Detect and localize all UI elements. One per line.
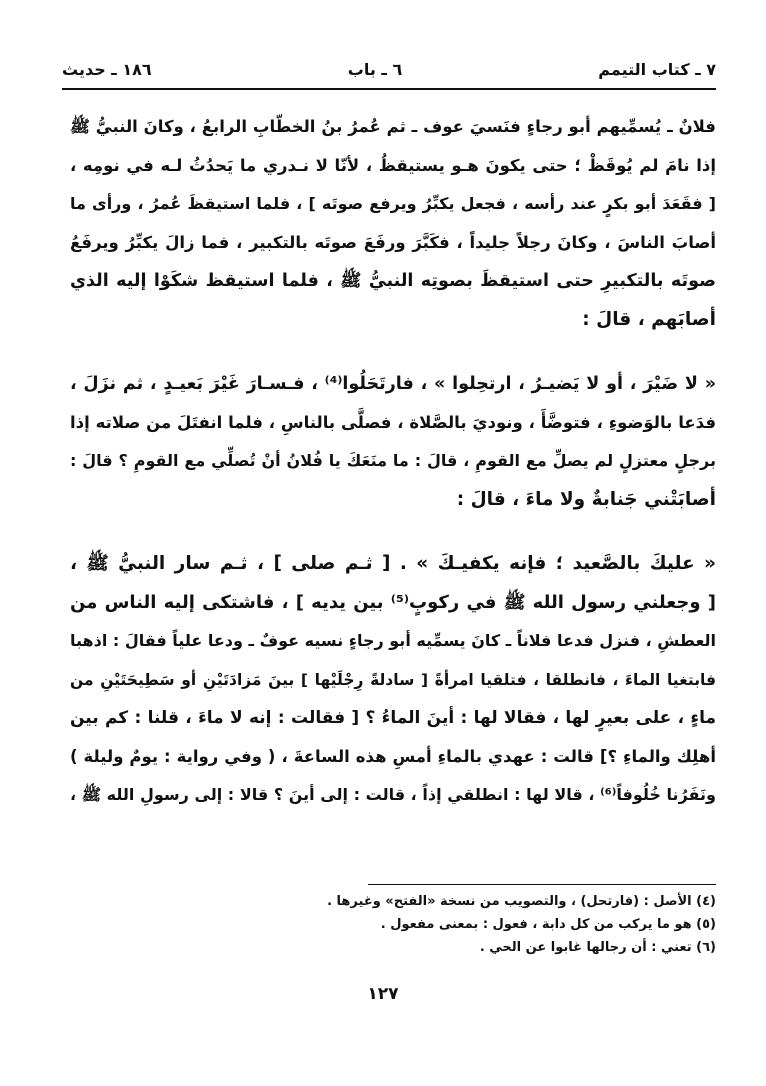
text-line: فابتغيا الماءَ ، فانطلقا ، فتلقيا امرأةً [ سادلةً رِجْلَيْها ] بينَ مَزادَتَيْنِ أو سَطِيحَتَيْنِ من <box>70 670 716 689</box>
running-header <box>62 54 716 84</box>
footnote-6: (٦) تعني : أن رجالها غابوا عن الحي . <box>479 940 716 955</box>
text-line: [ وجعلني رسول الله ﷺ في ركوبٍ⁽⁵⁾ بين يديه ] ، فاشتكى إليه الناس من <box>70 591 716 613</box>
text-line: ماءٍ ، على بعيرٍ لها ، فقالا لها : أينَ الماءُ ؟ [ فقالت : إنه لا ماءَ ، قلنا : كم بين <box>70 708 716 728</box>
text-line: أهلِك والماءِ ؟] قالت : عهدي بالماءِ أمسِ هذه الساعةَ ، ( وفي رواية : يومٌ وليلة ) <box>70 746 716 766</box>
text-line: برجلٍ معتزلٍ لم يصلِّ مع القومِ ، قالَ : ما منَعَكَ يا فُلانُ أنْ تُصلِّي مع القومِ ؟ قالَ : <box>70 451 716 470</box>
text-line: أصابَتْني جَنابةٌ ولا ماءَ ، قالَ : <box>456 488 716 510</box>
header-rule <box>62 88 716 90</box>
footnote-5: (٥) هو ما يركب من كل دابة ، فعول : بمعنى مفعول . <box>380 917 716 932</box>
text-line: أصابَ الناسَ ، وكانَ رجلاً جليداً ، فكَبَّرَ ورفَعَ صوتَه بالتكبير ، فما زالَ يكبِّرُ ويرفَعُ <box>70 232 716 252</box>
main-text <box>70 108 716 815</box>
paragraph-2 <box>70 365 716 519</box>
text-line: ونَفَرُنا خُلُوفاً⁽⁶⁾ ، قالا لها : انطلقي إذاً ، قالت : إلى أينَ ؟ قالا : إلى رسولِ الله ﷺ ، <box>70 785 716 804</box>
text-line: فلانٌ ـ يُسمِّيهم أبو رجاءٍ فنَسيَ عوف ـ ثم عُمرُ بنُ الخطّابِ الرابعُ ، وكانَ النبيُّ ﷺ <box>70 117 716 136</box>
footnote-rule <box>368 884 716 885</box>
header-hadith-number: ١٨٦ ـ حديث <box>62 59 152 79</box>
text-line: أصابَهم ، قالَ : <box>582 308 716 330</box>
text-line: إذا نامَ لم يُوقَظْ ؛ حتى يكونَ هـو يستيقظُ ، لأنّا لا نـدري ما يَحدُثُ لـه في نومِه ، <box>70 155 716 175</box>
text-line: [ فقَعَدَ أبو بكرٍ عند رأسه ، فجعل يكبِّرُ ويرفع صوتَه ] ، فلما استيقظَ عُمرُ ، ورأى ما <box>70 194 716 213</box>
page-number: ١٢٧ <box>367 984 399 1004</box>
text-line: العطشِ ، فنزل فدعا فلاناً ـ كانَ يسمِّيه أبو رجاءٍ نسيه عوفٌ ـ ودعا علياً فقالَ : اذهبا <box>69 631 716 650</box>
footnotes <box>300 890 716 959</box>
text-line: « لا ضَيْرَ ، أو لا يَضيـرُ ، ارتحِلوا » ، فارتَحَلُوا⁽⁴⁾ ، فـسـارَ غَيْرَ بَعيـدٍ ، ثم نزَلَ ، <box>70 374 717 394</box>
header-book-title: ٧ ـ كتاب التيمم <box>598 59 716 79</box>
text-line: فدَعا بالوَضوءِ ، فتوضَّأَ ، ونوديَ بالصَّلاة ، فصلَّى بالناسِ ، فلما انفتَلَ من صلاته إذا <box>70 412 716 432</box>
paragraph-3 <box>70 545 716 815</box>
footnote-4: (٤) الأصل : (فارتحل) ، والتصويب من نسخة «الفتح» وغيرها . <box>327 894 716 909</box>
header-chapter: ٦ ـ باب <box>347 59 403 79</box>
text-line: صوتَه بالتكبيرِ حتى استيقظَ بصوتِه النبيُّ ﷺ ، فلما استيقظ شكَوْا إليه الذي <box>70 271 716 291</box>
text-line: « عليكَ بالصَّعيد ؛ فإنه يكفيـكَ » . [ ثـم صلى ] ، ثـم سار النبيُّ ﷺ ، <box>70 553 716 574</box>
paragraph-1 <box>70 108 716 339</box>
